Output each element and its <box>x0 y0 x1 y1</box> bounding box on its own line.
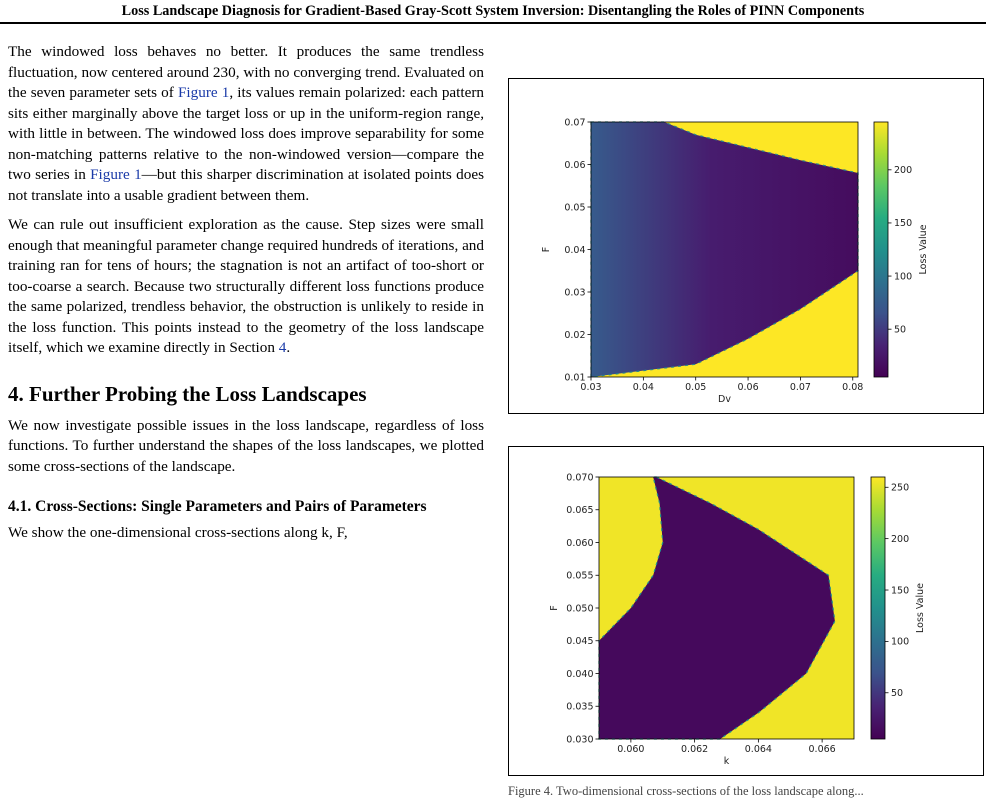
heatmap-dv-f-figure <box>508 78 984 414</box>
colorbar-tick-label: 100 <box>894 271 913 283</box>
y-axis-label: F <box>541 246 552 253</box>
x-tick-label: 0.07 <box>789 382 811 393</box>
figure-reference-link[interactable]: Figure 1 <box>177 84 230 101</box>
paragraph: We can rule out insufficient exploration as the cause. Step sizes were small enough that meaningful parameter change required hundreds of iterations, and training ran for tens of hours; the stagnation is not an artifact of too-short or too-coarse a search. Because two structurally different loss functions produce the same polarized, trendless behavior, the obstruction is unlikely to reside in the loss function. This points instead to the geometry of the loss landscape itself, which we examine directly in Section 4. <box>8 216 484 356</box>
section-reference-link[interactable]: 4 <box>278 339 287 356</box>
y-tick-label: 0.02 <box>564 329 586 341</box>
y-tick-label: 0.055 <box>566 570 594 582</box>
y-tick-label: 0.050 <box>566 603 594 615</box>
colorbar-gradient <box>871 477 885 739</box>
y-tick-label: 0.05 <box>564 202 586 214</box>
chart2-colorbar <box>871 477 926 739</box>
colorbar-tick-label: 250 <box>891 482 910 494</box>
x-tick-label: 0.066 <box>808 744 836 755</box>
x-tick-label: 0.03 <box>580 382 602 393</box>
y-tick-label: 0.01 <box>564 372 586 384</box>
colorbar-tick-label: 50 <box>894 324 907 336</box>
figure-reference-link[interactable]: Figure 1 <box>90 166 142 183</box>
colorbar-tick-label: 100 <box>891 636 910 648</box>
colorbar-gradient <box>874 122 888 377</box>
y-tick-label: 0.03 <box>564 287 586 299</box>
x-tick-label: 0.04 <box>632 382 654 393</box>
x-tick-label: 0.062 <box>681 744 709 755</box>
paragraph: The windowed loss behaves no better. It produces the same trendless fluctuation, now centered around 230, with no converging trend. Evaluated on the seven parameter sets of Figure 1, its values remain polarized: each pattern sits either marginally above the target loss or up in the uniform-region range, with little in between. The windowed loss does improve separability for some non-matching patterns relative to the non-windowed version—compare the two series in Figure 1—but this sharper discrimination at isolated points does not translate into a usable gradient between them. <box>8 43 484 204</box>
heatmap-k-f-figure <box>508 446 984 776</box>
chart1-colorbar <box>874 122 929 377</box>
colorbar-label: Loss Value <box>915 583 926 633</box>
y-tick-label: 0.070 <box>566 472 594 484</box>
colorbar-tick-label: 150 <box>894 218 913 230</box>
colorbar-tick-label: 200 <box>891 533 910 545</box>
colorbar-label: Loss Value <box>918 224 929 275</box>
subsection-heading: 4.1. Cross-Sections: Single Parameters and Pairs of Parameters <box>8 498 427 515</box>
paragraph: We now investigate possible issues in the loss landscape, regardless of loss functions. To further understand the shapes of the loss landscapes, we plotted some cross-sections of the landscape. <box>8 416 484 475</box>
y-tick-label: 0.030 <box>566 734 594 746</box>
y-tick-label: 0.040 <box>566 668 594 680</box>
heatmap-dv-f-chart <box>509 79 983 413</box>
y-tick-label: 0.04 <box>564 244 586 256</box>
running-title: Loss Landscape Diagnosis for Gradient-Based Gray-Scott System Inversion: Disentangling the Roles of PINN Components <box>121 3 865 19</box>
x-axis-label: Dv <box>718 394 731 405</box>
paragraph: We show the one-dimensional cross-sections along k, F, <box>8 524 348 541</box>
colorbar-tick-label: 150 <box>891 585 910 597</box>
left-column <box>8 42 484 553</box>
x-axis-label: k <box>723 756 730 767</box>
heatmap-k-f-chart <box>509 447 983 775</box>
y-tick-label: 0.035 <box>566 701 594 713</box>
y-tick-label: 0.065 <box>566 505 594 517</box>
y-tick-label: 0.060 <box>566 537 594 549</box>
x-tick-label: 0.08 <box>842 382 864 393</box>
y-tick-label: 0.06 <box>564 159 586 171</box>
x-tick-label: 0.060 <box>617 744 645 755</box>
y-tick-label: 0.07 <box>564 117 586 129</box>
y-tick-label: 0.045 <box>566 636 594 648</box>
section-heading: 4. Further Probing the Loss Landscapes <box>8 381 367 406</box>
x-tick-label: 0.05 <box>685 382 707 393</box>
header-rule <box>0 22 986 24</box>
colorbar-tick-label: 50 <box>891 688 904 700</box>
x-tick-label: 0.064 <box>744 744 772 755</box>
x-tick-label: 0.06 <box>737 382 759 393</box>
colorbar-tick-label: 200 <box>894 165 913 177</box>
y-axis-label: F <box>549 605 560 611</box>
figure-caption: Figure 4. Two-dimensional cross-sections of the loss landscape along... <box>508 784 864 798</box>
